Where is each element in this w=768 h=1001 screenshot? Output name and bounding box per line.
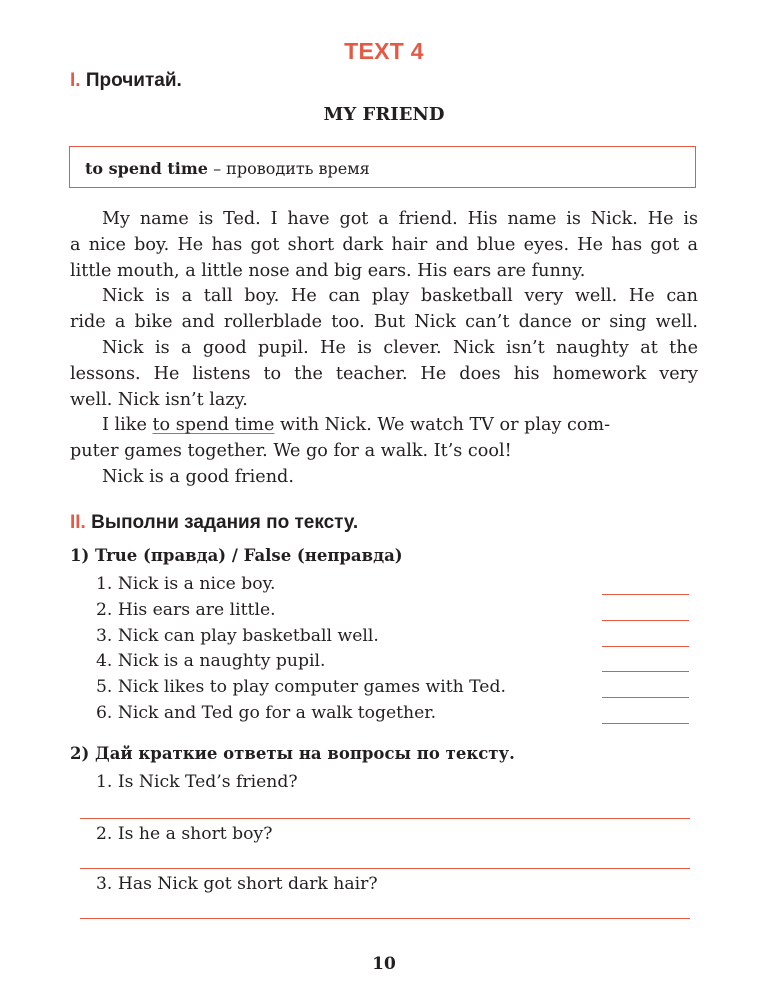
statement-text: 2. His ears are little.: [96, 600, 276, 620]
section-2-heading: [70, 512, 358, 534]
story-line: My name is Ted. I have got a friend. His name is Nick. He is: [102, 209, 698, 229]
true-false-item: [96, 703, 690, 729]
vocabulary-entry: [85, 159, 370, 178]
question-text: 1. Is Nick Ted’s friend?: [96, 772, 298, 792]
page-number: 10: [372, 954, 396, 974]
true-false-item: [96, 651, 690, 677]
section-1-numeral: I.: [70, 70, 81, 91]
answer-line[interactable]: [80, 868, 690, 869]
true-false-item: [96, 677, 690, 703]
story-line: ride a bike and rollerblade too. But Nick can’t dance or sing well.: [70, 312, 698, 333]
statement-text: 1. Nick is a nice boy.: [96, 574, 276, 594]
true-false-item: [96, 574, 690, 600]
story-line: well. Nick isn’t lazy.: [70, 389, 248, 410]
answer-blank[interactable]: [602, 671, 689, 672]
answer-blank[interactable]: [602, 723, 689, 724]
story-fragment: with Nick. We watch TV or play com-: [274, 415, 611, 436]
story-line: Nick is a tall boy. He can play basketball very well. He can: [102, 286, 698, 307]
answer-blank[interactable]: [602, 620, 689, 621]
task-2-title: 2) Дай краткие ответы на вопросы по тексту.: [70, 744, 515, 763]
true-false-item: [96, 626, 690, 652]
vocabulary-translation: – проводить время: [207, 159, 370, 178]
statement-text: 4. Nick is a naughty pupil.: [96, 651, 326, 671]
task-1-title: 1) True (правда) / False (неправда): [70, 546, 403, 565]
answer-blank[interactable]: [602, 646, 689, 647]
vocabulary-term: to spend time: [85, 159, 208, 178]
question-text: 2. Is he a short boy?: [96, 824, 273, 844]
answer-line[interactable]: [80, 918, 690, 919]
section-2-numeral: II.: [70, 512, 86, 533]
vocabulary-term-in-text: to spend time: [152, 415, 275, 436]
story-line: [70, 413, 698, 439]
story-fragment: I like: [102, 415, 153, 436]
answer-blank[interactable]: [602, 594, 689, 595]
story-line: puter games together. We go for a walk. It’s cool!: [70, 441, 512, 462]
answer-blank[interactable]: [602, 697, 689, 698]
story-line: little mouth, a little nose and big ears. His ears are funny.: [70, 260, 586, 281]
story-title: MY FRIEND: [323, 104, 445, 125]
true-false-item: [96, 600, 690, 626]
statement-text: 5. Nick likes to play computer games with Ted.: [96, 677, 506, 697]
text-title: TEXT 4: [344, 38, 424, 64]
vocabulary-box: [69, 146, 696, 188]
section-1-heading: [70, 70, 182, 92]
statement-text: 6. Nick and Ted go for a walk together.: [96, 703, 437, 723]
question-text: 3. Has Nick got short dark hair?: [96, 874, 378, 894]
answer-line[interactable]: [80, 818, 690, 819]
section-2-label: Выполни задания по тексту.: [91, 512, 359, 533]
section-1-label: Прочитай.: [85, 70, 182, 91]
statement-text: 3. Nick can play basketball well.: [96, 626, 379, 646]
story-line: a nice boy. He has got short dark hair and blue eyes. He has got a: [70, 234, 698, 255]
story-line: Nick is a good friend.: [102, 466, 294, 487]
story-line: Nick is a good pupil. He is clever. Nick isn’t naughty at the: [102, 337, 698, 358]
story-body: [70, 207, 698, 491]
story-line: lessons. He listens to the teacher. He does his homework very: [70, 363, 698, 384]
